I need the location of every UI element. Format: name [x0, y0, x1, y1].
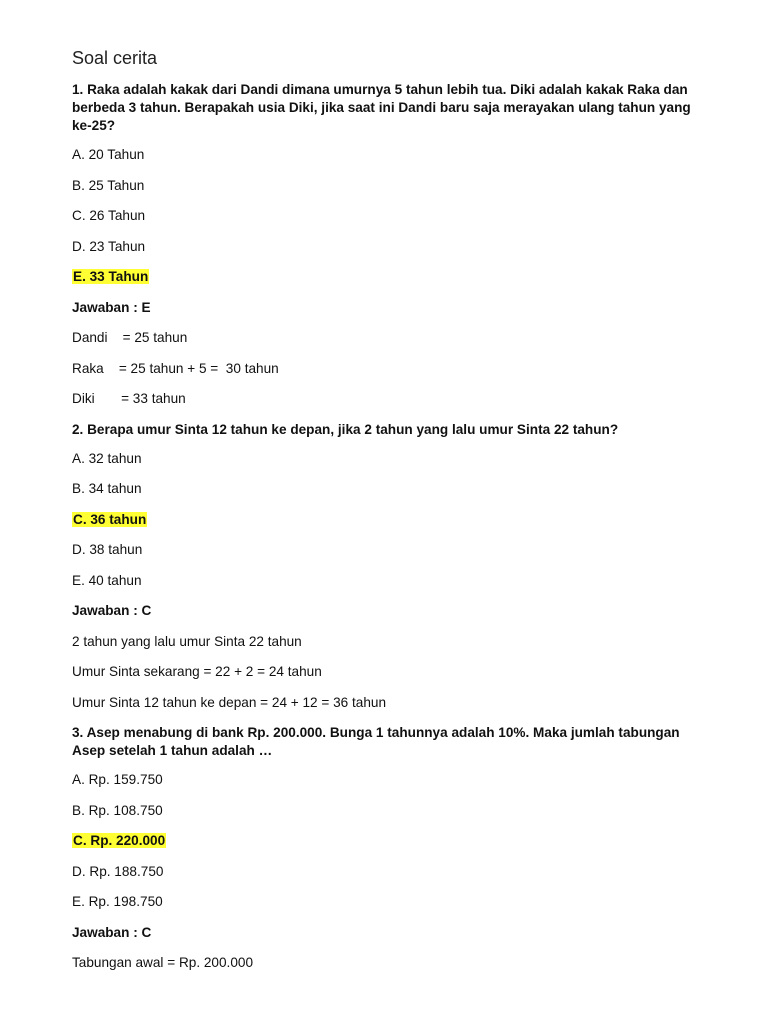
q2-work-line: Umur Sinta 12 tahun ke depan = 24 + 12 = 36 tahun: [72, 694, 387, 710]
q2-option-e: E. 40 tahun: [72, 572, 142, 588]
q3-work-line: Tabungan awal = Rp. 200.000: [72, 955, 254, 970]
q1-work-line: Dandi = 25 tahun: [72, 330, 188, 345]
q1-option-a: A. 20 Tahun: [72, 147, 145, 162]
q3-option-b: B. Rp. 108.750: [72, 802, 163, 818]
q1-option-e-highlighted: E. 33 Tahun: [73, 269, 149, 284]
q3-answer: Jawaban : C: [72, 924, 152, 940]
q2-option-c-highlighted: C. 36 tahun: [73, 511, 147, 527]
q1-work-line: Raka = 25 tahun + 5 = 30 tahun: [72, 360, 279, 376]
document-page: [72, 48, 712, 985]
q2-work-line: Umur Sinta sekarang = 22 + 2 = 24 tahun: [72, 664, 322, 679]
q2-option-d: D. 38 tahun: [72, 542, 143, 557]
q3-option-e: E. Rp. 198.750: [72, 894, 163, 909]
q1-option-d: D. 23 Tahun: [72, 238, 146, 254]
q3-option-a: A. Rp. 159.750: [72, 772, 163, 787]
question-1: 1. Raka adalah kakak dari Dandi dimana umurnya 5 tahun lebih tua. Diki adalah kakak Raka dan berbeda 3 tahun. Berapakah usia Diki, jika saat ini Dandi baru saja merayakan ulang tahun yang ke-25?: [72, 82, 691, 133]
q2-option-b: B. 34 tahun: [72, 481, 142, 496]
q3-option-d: D. Rp. 188.750: [72, 863, 164, 879]
q1-answer: Jawaban : E: [72, 299, 151, 315]
question-3: 3. Asep menabung di bank Rp. 200.000. Bunga 1 tahunnya adalah 10%. Maka jumlah tabungan Asep setelah 1 tahun adalah …: [72, 725, 680, 758]
page-title: Soal cerita: [72, 48, 158, 68]
q3-option-c-highlighted: C. Rp. 220.000: [73, 833, 166, 848]
q1-option-b: B. 25 Tahun: [72, 177, 145, 193]
q1-option-c: C. 26 Tahun: [72, 208, 146, 223]
q2-work-line: 2 tahun yang lalu umur Sinta 22 tahun: [72, 633, 302, 649]
question-2: 2. Berapa umur Sinta 12 tahun ke depan, jika 2 tahun yang lalu umur Sinta 22 tahun?: [72, 421, 619, 437]
q2-answer: Jawaban : C: [72, 603, 152, 618]
q2-option-a: A. 32 tahun: [72, 450, 142, 466]
q1-work-line: Diki = 33 tahun: [72, 391, 186, 406]
